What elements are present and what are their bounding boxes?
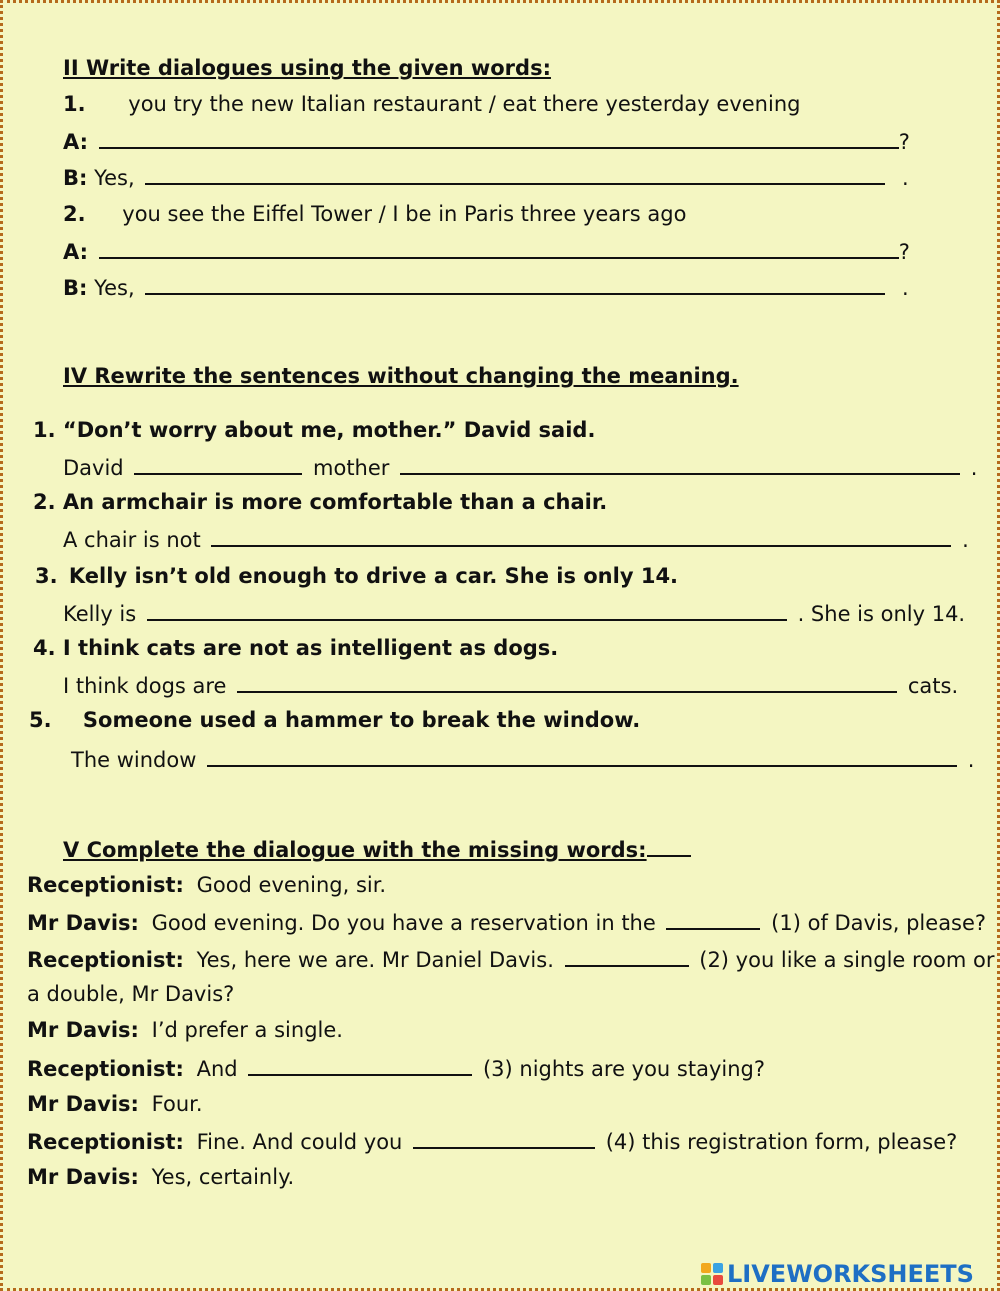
dialogue-1-b-row (63, 163, 909, 191)
question-mark: ? (898, 130, 910, 154)
answer-blank[interactable] (145, 163, 885, 185)
dialogue-line-5 (27, 1054, 765, 1082)
speaker-label: Mr Davis: (27, 1018, 139, 1042)
answer-start: A chair is not (63, 528, 201, 552)
rewrite-4-sentence (33, 635, 558, 661)
dialogue-text-before: Yes, here we are. Mr Daniel Davis. (196, 948, 554, 972)
speaker-label: Mr Davis: (27, 911, 139, 935)
rewrite-3-answer-row (63, 599, 965, 627)
rewrite-3-sentence (35, 563, 678, 589)
dialogue-2-b-row (63, 273, 909, 301)
answer-blank[interactable] (207, 745, 957, 767)
dialogue-text-after: (3) nights are you staying? (482, 1057, 766, 1081)
answer-blank[interactable] (99, 127, 899, 149)
section-5-heading-row (63, 835, 691, 863)
answer-blank[interactable] (400, 453, 960, 475)
speaker-label: Receptionist: (27, 1057, 184, 1081)
answer-end: . She is only 14. (797, 602, 966, 626)
dialogue-text-after: (1) of Davis, please? (771, 911, 987, 935)
speaker-a-label: A: (63, 240, 89, 264)
liveworksheets-logo-icon (701, 1263, 723, 1285)
answer-blank[interactable] (134, 453, 302, 475)
rewrite-5-sentence (29, 707, 640, 733)
full-stop: . (902, 276, 909, 300)
speaker-label: Mr Davis: (27, 1165, 139, 1189)
answer-start: I think dogs are (63, 674, 227, 698)
answer-blank[interactable] (99, 237, 899, 259)
source-sentence: Kelly isn’t old enough to drive a car. She is only 14. (68, 564, 679, 588)
rewrite-5-answer-row (71, 745, 974, 773)
rewrite-4-answer-row (63, 671, 958, 699)
item-number: 2. (33, 490, 56, 514)
dialogue-2-a-row (63, 237, 910, 265)
answer-start: David (63, 456, 124, 480)
section-5-heading: V Complete the dialogue with the missing words: (63, 838, 647, 862)
source-sentence: I think cats are not as intelligent as dogs. (62, 636, 559, 660)
speaker-label: Receptionist: (27, 948, 184, 972)
dialogue-prompt: you try the new Italian restaurant / eat there yesterday evening (128, 92, 801, 116)
rewrite-1-answer-row (63, 453, 977, 481)
item-number: 3. (35, 564, 58, 588)
question-mark: ? (898, 240, 910, 264)
logo-text: LIVEWORKSHEETS (727, 1260, 974, 1288)
answer-blank[interactable] (147, 599, 787, 621)
gap-2-blank[interactable] (565, 945, 689, 967)
answer-end: cats. (907, 674, 959, 698)
dialogue-1-a-row (63, 127, 910, 155)
answer-blank[interactable] (145, 273, 885, 295)
dialogue-line-6 (27, 1091, 203, 1117)
speaker-label: Mr Davis: (27, 1092, 139, 1116)
dialogue-text-after: (4) this registration form, please? (605, 1130, 958, 1154)
gap-3-blank[interactable] (248, 1054, 472, 1076)
heading-underline-tail (647, 835, 691, 857)
speaker-a-label: A: (63, 130, 89, 154)
dialogue-text: Good evening, sir. (196, 873, 387, 897)
speaker-label: Receptionist: (27, 873, 184, 897)
dialogue-text: Four. (151, 1092, 203, 1116)
dialogue-line-4 (27, 1017, 343, 1043)
dialogue-line-2 (27, 908, 986, 936)
gap-1-blank[interactable] (666, 908, 760, 930)
rewrite-1-sentence (33, 417, 595, 443)
source-sentence: Someone used a hammer to break the window. (82, 708, 641, 732)
answer-start: Yes, (94, 166, 135, 190)
dialogue-line-3 (27, 945, 994, 973)
gap-4-blank[interactable] (413, 1127, 595, 1149)
section-2-heading: II Write dialogues using the given words: (63, 56, 551, 80)
dialogue-text: Yes, certainly. (151, 1165, 295, 1189)
dialogue-2-prompt-row (63, 201, 686, 227)
source-sentence: “Don’t worry about me, mother.” David said. (62, 418, 596, 442)
rewrite-2-answer-row (63, 525, 969, 553)
speaker-label: Receptionist: (27, 1130, 184, 1154)
item-number: 1. (33, 418, 56, 442)
full-stop: . (962, 528, 969, 552)
answer-blank[interactable] (237, 671, 897, 693)
item-number: 4. (33, 636, 56, 660)
dialogue-text-after: (2) you like a single room or (699, 948, 995, 972)
answer-middle: mother (313, 456, 390, 480)
full-stop: . (970, 456, 978, 480)
section-4-heading: IV Rewrite the sentences without changing the meaning. (63, 364, 739, 388)
dialogue-line-3-continuation: a double, Mr Davis? (27, 982, 235, 1006)
full-stop: . (967, 748, 975, 772)
dialogue-text: I’d prefer a single. (151, 1018, 343, 1042)
item-number: 2. (63, 202, 86, 226)
speaker-b-label: B: (63, 166, 88, 190)
dialogue-line-7 (27, 1127, 957, 1155)
answer-start: Yes, (94, 276, 135, 300)
dialogue-line-1 (27, 872, 386, 898)
rewrite-2-sentence (33, 489, 607, 515)
dialogue-1-prompt-row (63, 91, 800, 117)
answer-blank[interactable] (211, 525, 951, 547)
answer-start: The window (71, 748, 197, 772)
dialogue-text-before: Fine. And could you (196, 1130, 403, 1154)
full-stop: . (902, 166, 909, 190)
dialogue-text-before: Good evening. Do you have a reservation in the (151, 911, 656, 935)
dialogue-prompt: you see the Eiffel Tower / I be in Paris three years ago (122, 202, 687, 226)
source-sentence: An armchair is more comfortable than a chair. (62, 490, 608, 514)
liveworksheets-logo[interactable] (701, 1258, 974, 1290)
dialogue-text-before: And (196, 1057, 238, 1081)
answer-start: Kelly is (63, 602, 137, 626)
item-number: 5. (29, 708, 52, 732)
dialogue-line-8 (27, 1164, 294, 1190)
item-number: 1. (63, 92, 86, 116)
speaker-b-label: B: (63, 276, 88, 300)
